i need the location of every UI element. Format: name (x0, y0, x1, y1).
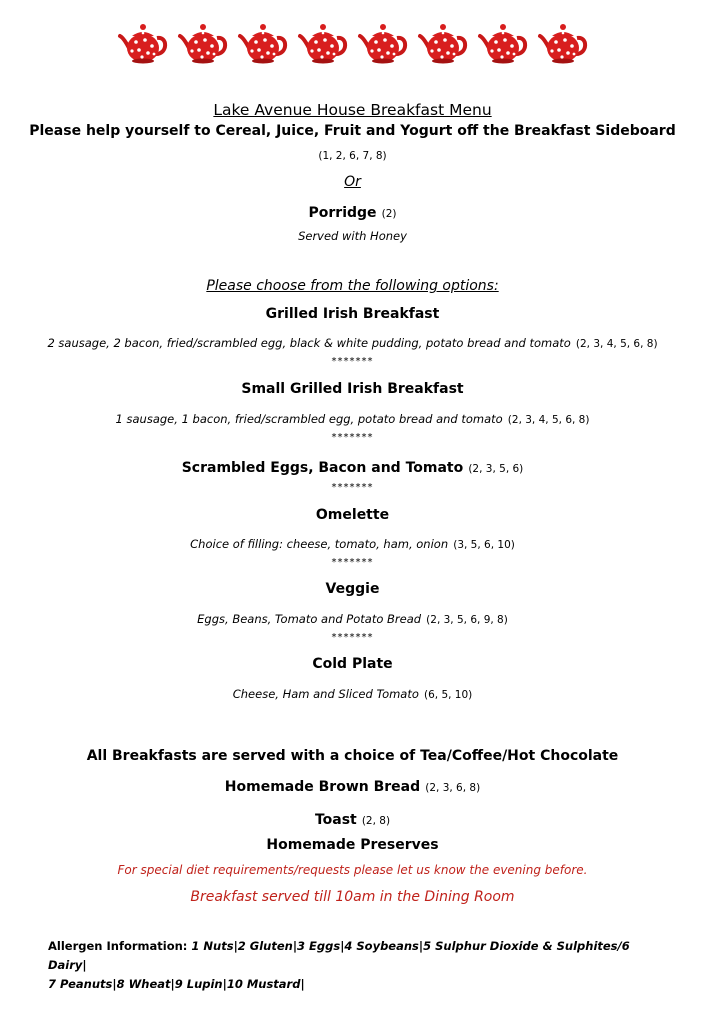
option-name: Cold Plate (312, 656, 393, 672)
menu-title: Lake Avenue House Breakfast Menu (213, 101, 492, 119)
polka-dot-teapot-icon (356, 20, 410, 66)
sideboard-text: Please help yourself to Cereal, Juice, Fruit and Yogurt off the Breakfast Sideboard (29, 123, 676, 139)
polka-dot-teapot-icon (416, 20, 470, 66)
polka-dot-teapot-icon (236, 20, 290, 66)
option-desc-row (0, 533, 705, 552)
toast-name: Toast (314, 812, 357, 828)
option-desc-row (0, 683, 705, 702)
polka-dot-teapot-icon (116, 20, 170, 66)
option-name: Grilled Irish Breakfast (265, 306, 440, 322)
brown-bread-allergens: (2, 3, 6, 8) (425, 782, 481, 794)
option-desc: 2 sausage, 2 bacon, fried/scrambled egg, black & white pudding, potato bread and tomato (47, 336, 571, 350)
polka-dot-teapot-icon (176, 20, 230, 66)
choose-label: Please choose from the following options: (206, 278, 499, 294)
option-heading-row (0, 457, 705, 476)
separator: ******* (331, 356, 374, 367)
option-desc: Eggs, Beans, Tomato and Potato Bread (197, 612, 422, 626)
option-name: Veggie (325, 581, 380, 597)
separator: ******* (331, 557, 374, 568)
toast-row (0, 809, 705, 828)
allergen-line-1 (48, 937, 668, 975)
option-desc-row (0, 408, 705, 427)
brown-bread-row (0, 776, 705, 795)
or-label: Or (344, 174, 361, 190)
option-desc-row (0, 332, 705, 351)
option-allergens: (6, 5, 10) (424, 689, 473, 701)
served-till-note: Breakfast served till 10am in the Dining Room (190, 889, 515, 905)
separator: ******* (331, 632, 374, 643)
porridge-desc: Served with Honey (298, 229, 407, 243)
option-allergens: (2, 3, 4, 5, 6, 8) (575, 338, 658, 350)
option-name: Omelette (315, 507, 390, 523)
option-desc: 1 sausage, 1 bacon, fried/scrambled egg, potato bread and tomato (115, 412, 503, 426)
option-allergens: (2, 3, 5, 6, 9, 8) (426, 614, 508, 626)
brown-bread-name: Homemade Brown Bread (224, 779, 421, 795)
option-allergens: (2, 3, 5, 6) (468, 463, 524, 475)
option-desc: Choice of filling: cheese, tomato, ham, onion (190, 537, 449, 551)
porridge-name: Porridge (308, 205, 377, 221)
sideboard-allergens: (1, 2, 6, 7, 8) (318, 150, 387, 162)
option-desc-row (0, 608, 705, 627)
polka-dot-teapot-icon (296, 20, 350, 66)
allergen-information (48, 937, 668, 994)
option-allergens: (3, 5, 6, 10) (453, 539, 515, 551)
polka-dot-teapot-icon (476, 20, 530, 66)
allergen-values-2: 7 Peanuts|8 Wheat|9 Lupin|10 Mustard| (48, 977, 305, 991)
separator: ******* (331, 432, 374, 443)
option-name: Scrambled Eggs, Bacon and Tomato (181, 460, 464, 476)
special-diet-note: For special diet requirements/requests please let us know the evening before. (117, 863, 588, 877)
option-desc: Cheese, Ham and Sliced Tomato (232, 687, 419, 701)
option-name: Small Grilled Irish Breakfast (241, 381, 464, 397)
separator: ******* (331, 482, 374, 493)
porridge-allergens: (2) (381, 208, 397, 220)
drinks-text: All Breakfasts are served with a choice of Tea/Coffee/Hot Chocolate (86, 748, 619, 764)
porridge-heading (0, 202, 705, 221)
polka-dot-teapot-icon (536, 20, 590, 66)
allergen-values-1: 1 Nuts|2 Gluten|3 Eggs|4 Soybeans|5 Sulphur Dioxide & Sulphites/6 Dairy| (48, 939, 630, 972)
preserves-text: Homemade Preserves (266, 837, 439, 853)
teapot-banner (0, 20, 705, 66)
allergen-label: Allergen Information: (48, 939, 188, 953)
option-allergens: (2, 3, 4, 5, 6, 8) (507, 414, 590, 426)
toast-allergens: (2, 8) (361, 815, 391, 827)
